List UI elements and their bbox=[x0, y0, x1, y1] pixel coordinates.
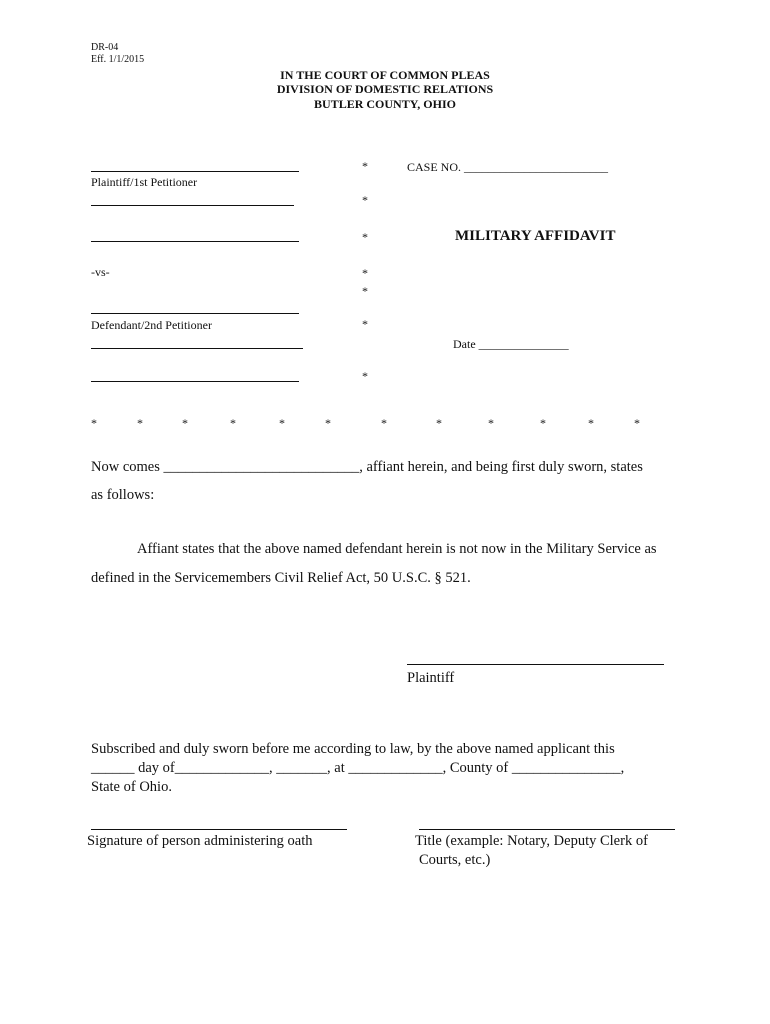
defendant-address-line-2[interactable] bbox=[91, 381, 299, 382]
separator-star: * bbox=[182, 416, 188, 430]
separator-star: * bbox=[279, 416, 285, 430]
form-effective-date: Eff. 1/1/2015 bbox=[91, 54, 145, 65]
separator-star: * bbox=[230, 416, 236, 430]
officer-signature-label: Signature of person administering oath bbox=[87, 833, 313, 849]
plaintiff-signature-line[interactable] bbox=[407, 664, 664, 665]
court-name: IN THE COURT OF COMMON PLEAS bbox=[280, 68, 490, 82]
as-follows: as follows: bbox=[91, 487, 155, 503]
officer-title-label: Title (example: Notary, Deputy Clerk of bbox=[415, 833, 648, 849]
form-id: DR-04 bbox=[91, 42, 119, 53]
jurat-line-1: Subscribed and duly sworn before me according to law, by the above named applicant this bbox=[91, 741, 615, 757]
plaintiff-address-line-2[interactable] bbox=[91, 241, 299, 242]
case-number-field[interactable]: CASE NO. ________________________ bbox=[407, 160, 609, 174]
separator-star: * bbox=[381, 416, 387, 430]
court-division: DIVISION OF DOMESTIC RELATIONS bbox=[276, 82, 494, 96]
plaintiff-signature-label: Plaintiff bbox=[407, 670, 455, 686]
caption-star: * bbox=[362, 266, 368, 280]
caption-star: * bbox=[362, 193, 368, 207]
statement-line-2: defined in the Servicemembers Civil Relief Act, 50 U.S.C. § 521. bbox=[91, 570, 471, 586]
court-county: BUTLER COUNTY, OHIO bbox=[314, 97, 456, 111]
defendant-address-line[interactable] bbox=[91, 348, 303, 349]
officer-signature-line[interactable] bbox=[91, 829, 347, 830]
versus-label: -vs- bbox=[91, 265, 110, 279]
separator-star: * bbox=[488, 416, 494, 430]
separator-star: * bbox=[436, 416, 442, 430]
document-title: MILITARY AFFIDAVIT bbox=[455, 228, 616, 244]
caption-star: * bbox=[362, 284, 368, 298]
officer-title-label-cont: Courts, etc.) bbox=[419, 852, 491, 868]
statement-line-1: Affiant states that the above named defendant herein is not now in the Military Service as bbox=[137, 541, 657, 557]
plaintiff-address-line[interactable] bbox=[91, 205, 294, 206]
separator-star: * bbox=[325, 416, 331, 430]
plaintiff-label: Plaintiff/1st Petitioner bbox=[91, 175, 198, 189]
officer-title-line[interactable] bbox=[419, 829, 675, 830]
plaintiff-name-line[interactable] bbox=[91, 171, 299, 172]
jurat-line-2[interactable]: ______ day of_____________, _______, at _____________, County of _______________, bbox=[91, 760, 625, 776]
caption-star: * bbox=[362, 159, 368, 173]
defendant-label: Defendant/2nd Petitioner bbox=[91, 318, 212, 332]
separator-star: * bbox=[588, 416, 594, 430]
separator-star: * bbox=[137, 416, 143, 430]
separator-star: * bbox=[634, 416, 640, 430]
defendant-name-line[interactable] bbox=[91, 313, 299, 314]
jurat-line-3: State of Ohio. bbox=[91, 779, 172, 795]
date-field[interactable]: Date _______________ bbox=[453, 337, 569, 351]
separator-star: * bbox=[91, 416, 97, 430]
caption-star: * bbox=[362, 369, 368, 383]
separator-star: * bbox=[540, 416, 546, 430]
caption-star: * bbox=[362, 230, 368, 244]
caption-star: * bbox=[362, 317, 368, 331]
affiant-intro: Now comes ___________________________, affiant herein, and being first duly sworn, states bbox=[91, 459, 643, 475]
